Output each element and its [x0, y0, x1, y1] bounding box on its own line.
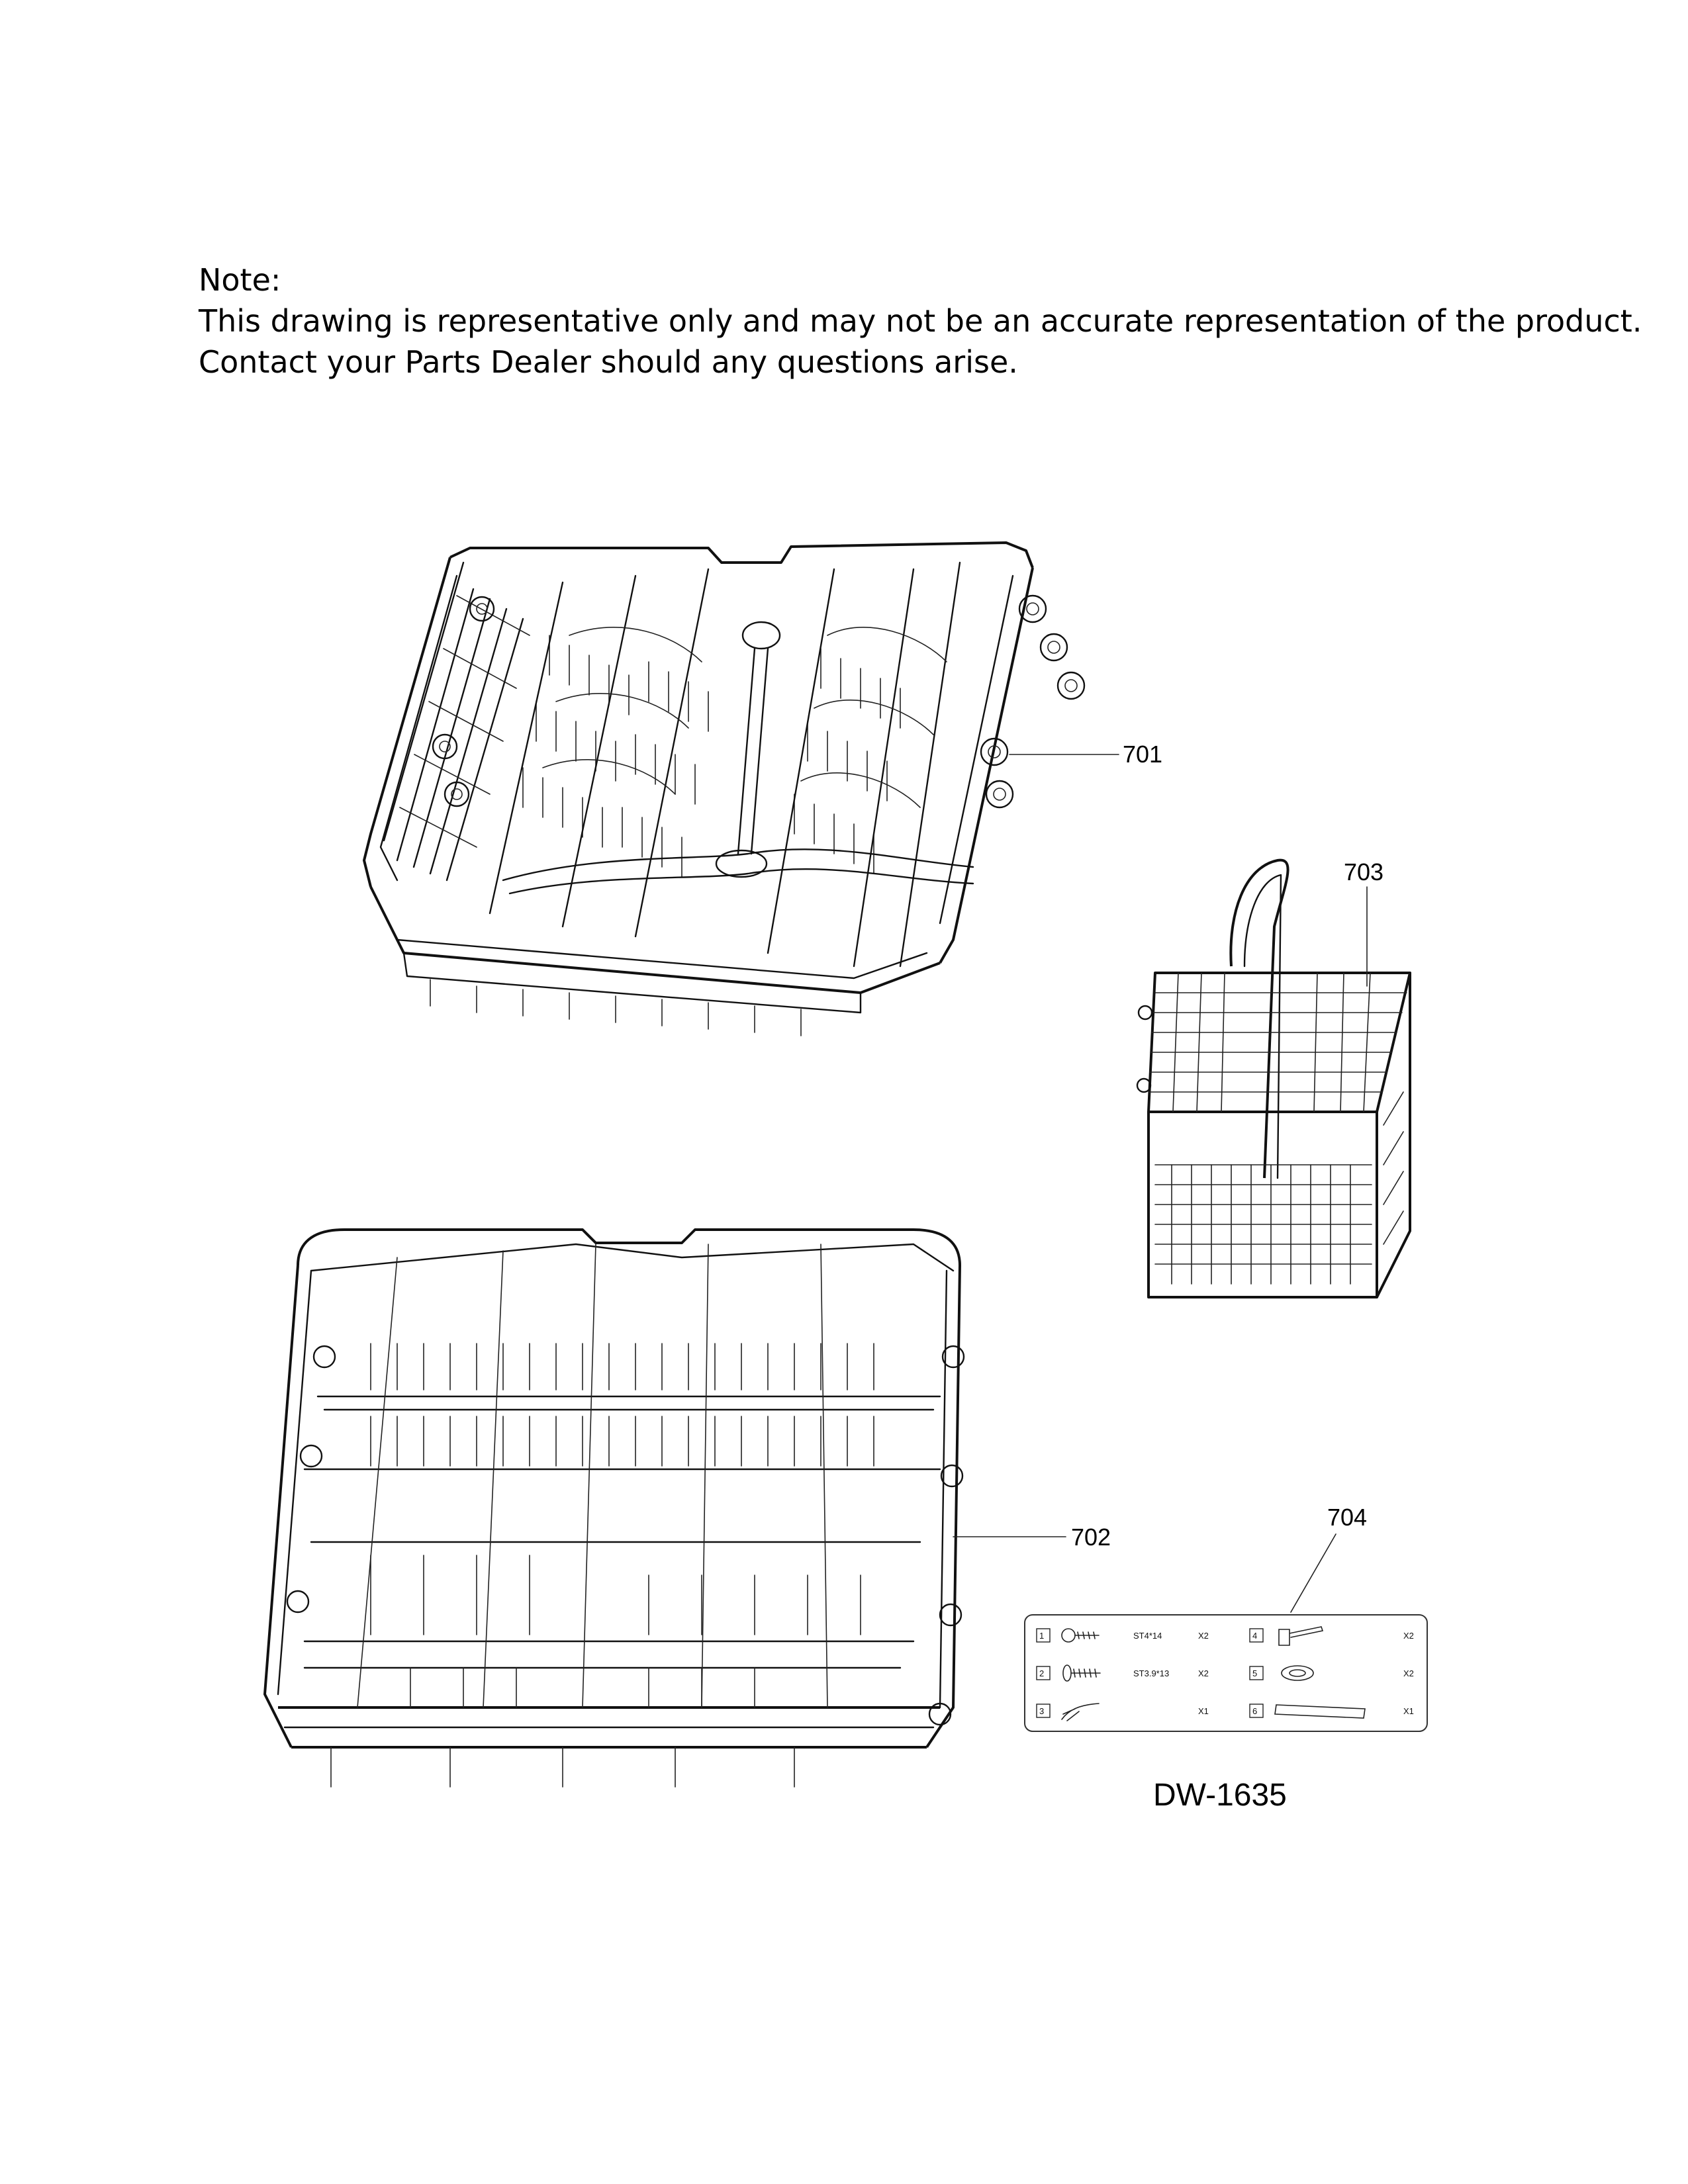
lower-rack-tines — [371, 1343, 874, 1707]
kit-item-5-qty: X2 — [1403, 1668, 1414, 1678]
upper-rack-drawing — [364, 543, 1084, 1036]
lower-rack-drawing — [265, 1230, 964, 1787]
kit-item-3-qty: X1 — [1198, 1706, 1209, 1716]
callout-704: 704 — [1327, 1504, 1368, 1531]
kit-item-6-qty: X1 — [1403, 1706, 1414, 1716]
kit-item-4-qty: X2 — [1403, 1631, 1414, 1641]
kit-item-2-qty: X2 — [1198, 1668, 1209, 1678]
kit-item-3-index: 3 — [1039, 1706, 1045, 1716]
upper-rack-tines — [523, 635, 900, 877]
kit-item-1-spec: ST4*14 — [1133, 1631, 1162, 1641]
cutlery-basket-drawing — [1137, 860, 1410, 1297]
parts-kit-card — [1025, 1615, 1427, 1731]
callout-703: 703 — [1344, 858, 1384, 886]
kit-item-4-index: 4 — [1252, 1631, 1258, 1641]
kit-item-1-qty: X2 — [1198, 1631, 1209, 1641]
model-number: DW-1635 — [1153, 1778, 1287, 1813]
note-heading: Note: — [199, 262, 281, 298]
kit-item-2-spec: ST3.9*13 — [1133, 1668, 1170, 1678]
kit-item-6-index: 6 — [1252, 1706, 1258, 1716]
kit-item-5-index: 5 — [1252, 1668, 1258, 1678]
kit-item-1-index: 1 — [1039, 1631, 1045, 1641]
callout-701: 701 — [1123, 741, 1163, 768]
spray-arm — [503, 622, 973, 893]
note-line-1: This drawing is representative only and may not be an accurate representation of the product. — [199, 303, 1642, 339]
kit-item-2-index: 2 — [1039, 1668, 1045, 1678]
note-line-2: Contact your Parts Dealer should any questions arise. — [199, 344, 1018, 380]
callout-line-704 — [1291, 1534, 1336, 1612]
callout-702: 702 — [1071, 1524, 1111, 1551]
